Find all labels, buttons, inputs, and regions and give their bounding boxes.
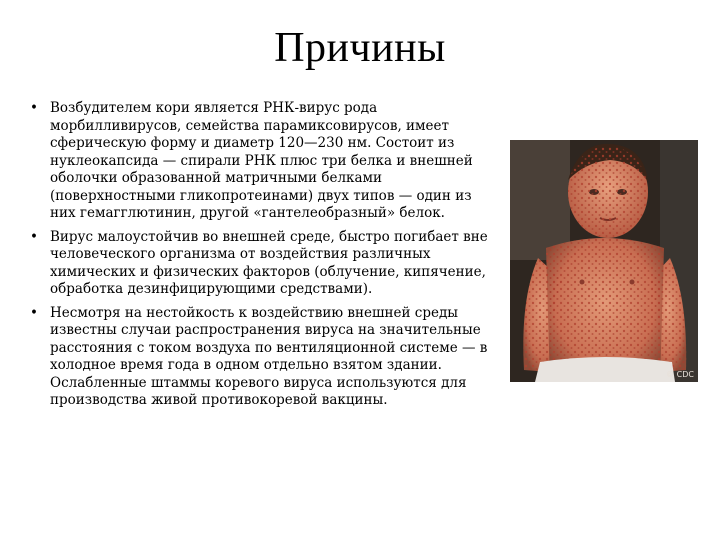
bullet-text: Несмотря на нестойкость к воздействию внешней среды известны случаи распространения вируса на значительные расстояния с током воздуха по вентиляционной системе — в холодное время года в одном отдельно взятом здании. Ослабленные штаммы коревого вируса используются для производства живой противокоревой вакцины.: [50, 304, 488, 408]
bullet-item: [30, 229, 500, 299]
slide-title: Причины: [274, 25, 446, 71]
bullet-icon: •: [30, 228, 38, 245]
measles-child-photo: [510, 140, 698, 382]
bullet-text: Вирус малоустойчив во внешней среде, быстро погибает вне человеческого организма от воздействия различных химических и физических факторов (облучение, кипячение, обработка дезинфицирующими средствами).: [50, 228, 488, 297]
bullet-list: [30, 100, 500, 416]
bullet-icon: •: [30, 100, 38, 116]
bullet-text: Возбудителем кори является РНК-вирус рода морбилливирусов, семейства парамиксовирусов, имеет сферическую форму и диаметр 120—230 нм. Состоит из нуклеокапсида — спирали РНК плюс три белка и внешней оболочки образованной матричными белками (поверхностными гликопротеинами) двух типов — один из них гемагглютинин, другой «гантелеобразный» белок.: [50, 100, 473, 221]
photo-credit: © CDC: [666, 370, 694, 379]
bullet-item: [30, 305, 500, 410]
bullet-item: [30, 100, 500, 223]
photo-illustration: [510, 140, 698, 382]
bullet-icon: •: [30, 304, 38, 321]
